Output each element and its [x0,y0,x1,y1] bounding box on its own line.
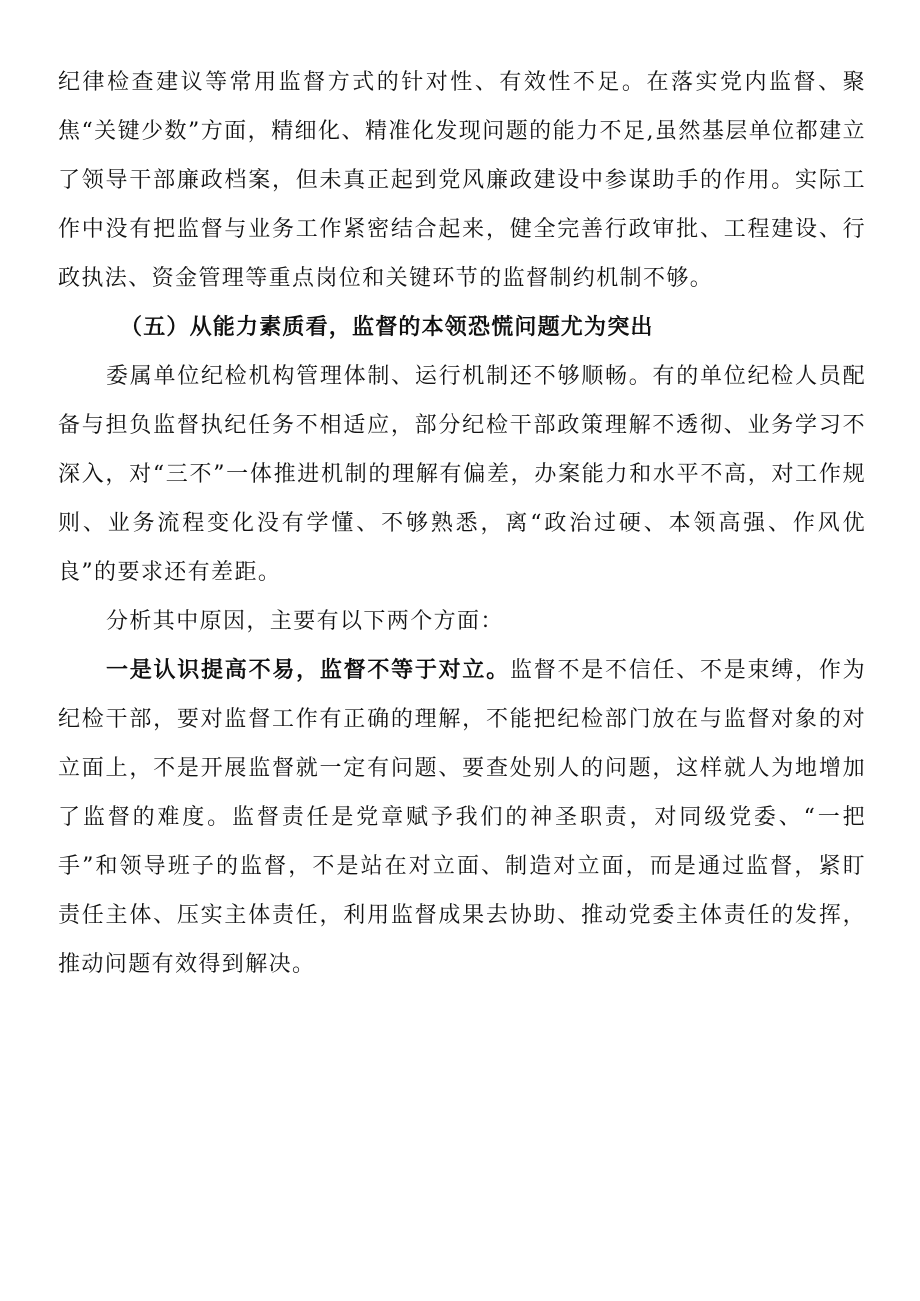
paragraph-analysis-intro: 分析其中原因，主要有以下两个方面： [106,609,504,634]
reason-one-body: 监督不是不信任、不是束缚，作为纪检干部，要对监督工作有正确的理解，不能把纪检部门放在与监督对象的对立面上，不是开展监督就一定有问题、要查处别人的问题，这样就人为地增加了监督的难度。监督责任是党章赋予我们的神圣职责，对同级党委、“一把手”和领导班子的监督，不是站在对立面、制造对立面，而是通过监督，紧盯责任主体、压实主体责任，利用监督成果去协助、推动党委主体责任的发挥，推动问题有效得到解决。 [58,658,866,977]
reason-one-lead: 一是认识提高不易，监督不等于对立。 [106,657,510,683]
paragraph-institutions: 委属单位纪检机构管理体制、运行机制还不够顺畅。有的单位纪检人员配备与担负监督执纪任务不相适应，部分纪检干部政策理解不透彻、业务学习不深入，对“三不”一体推进机制的理解有偏差，办案能力和水平不高，对工作规则、业务流程变化没有学懂、不够熟悉，离“政治过硬、本领高强、作风优良”的要求还有差距。 [58,364,866,585]
paragraph-continued: 纪律检查建议等常用监督方式的针对性、有效性不足。在落实党内监督、聚焦“关键少数”方面，精细化、精准化发现问题的能力不足,虽然基层单位都建立了领导干部廉政档案，但未真正起到党风廉政建设中参谋助手的作用。实际工作中没有把监督与业务工作紧密结合起来，健全完善行政审批、工程建设、行政执法、资金管理等重点岗位和关键环节的监督制约机制不够。 [58,70,866,291]
paragraph-reason-one [58,646,866,989]
document-body [58,58,866,989]
section-heading-5: （五）从能力素质看，监督的本领恐慌问题尤为突出 [120,314,654,340]
